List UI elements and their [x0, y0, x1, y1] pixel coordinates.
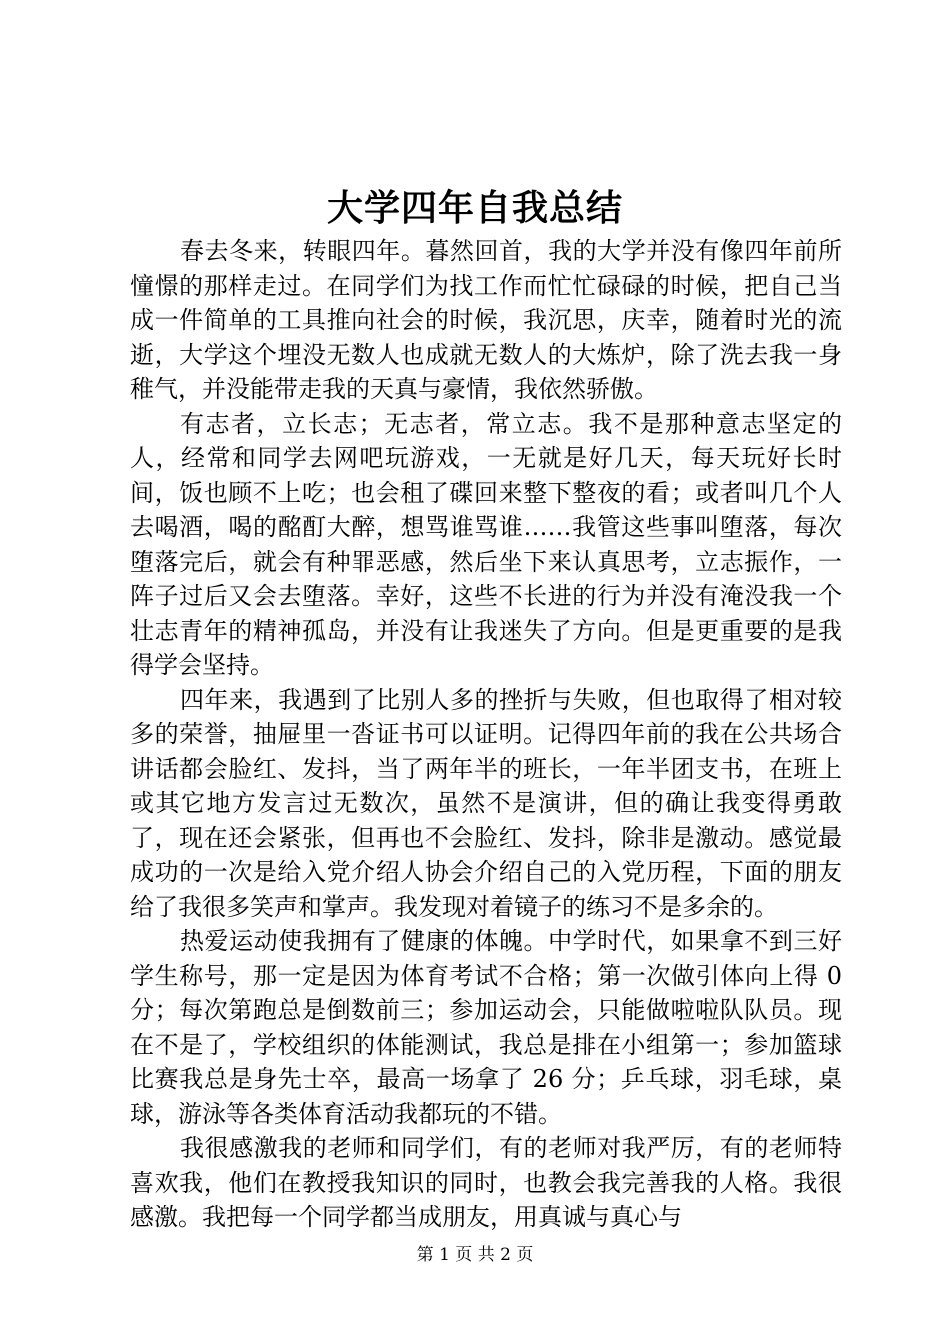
paragraph: 热爱运动使我拥有了健康的体魄。中学时代，如果拿不到三好学生称号，那一定是因为体育考试不合格；第一次做引体向上得 0 分；每次第跑总是倒数前三；参加运动会，只能做啦啦队队员。现在不是了，学校组织的体能测试，我总是排在小组第一；参加篮球比赛我总是身先士卒，最高一场拿了 26 分；乒乓球，羽毛球，桌球，游泳等各类体育活动我都玩的不错。	[130, 927, 842, 1128]
paragraph: 四年来，我遇到了比别人多的挫折与失败，但也取得了相对较多的荣誉，抽屉里一沓证书可以证明。记得四年前的我在公共场合讲话都会脸红、发抖，当了两年半的班长，一年半团支书，在班上或其它地方发言过无数次，虽然不是演讲，但的确让我变得勇敢了，现在还会紧张，但再也不会脸红、发抖，除非是激动。感觉最成功的一次是给入党介绍人协会介绍自己的入党历程，下面的朋友给了我很多笑声和掌声。我发现对着镜子的练习不是多余的。	[130, 685, 842, 921]
page-number-footer: 第 1 页 共 2 页	[416, 1245, 534, 1265]
document-title: 大学四年自我总结	[326, 187, 623, 229]
paragraph: 我很感激我的老师和同学们，有的老师对我严厉，有的老师特喜欢我，他们在教授我知识的同时，也教会我完善我的人格。我很感激。我把每一个同学都当成朋友，用真诚与真心与	[130, 1134, 842, 1231]
paragraph: 有志者，立长志；无志者，常立志。我不是那种意志坚定的人，经常和同学去网吧玩游戏，一无就是好几天，每天玩好长时间，饭也顾不上吃；也会租了碟回来整下整夜的看；或者叫几个人去喝酒，喝的酩酊大醉，想骂谁骂谁……我管这些事叫堕落，每次堕落完后，就会有种罪恶感，然后坐下来认真思考，立志振作，一阵子过后又会去堕落。幸好，这些不长进的行为并没有淹没我一个壮志青年的精神孤岛，并没有让我迷失了方向。但是更重要的是我得学会坚持。	[130, 409, 842, 679]
document-body	[130, 234, 842, 1235]
paragraph: 春去冬来，转眼四年。暮然回首，我的大学并没有像四年前所憧憬的那样走过。在同学们为找工作而忙忙碌碌的时候，把自己当成一件简单的工具推向社会的时候，我沉思，庆幸，随着时光的流逝，大学这个埋没无数人也成就无数人的大炼炉，除了洗去我一身稚气，并没能带走我的天真与豪情，我依然骄傲。	[130, 237, 842, 403]
